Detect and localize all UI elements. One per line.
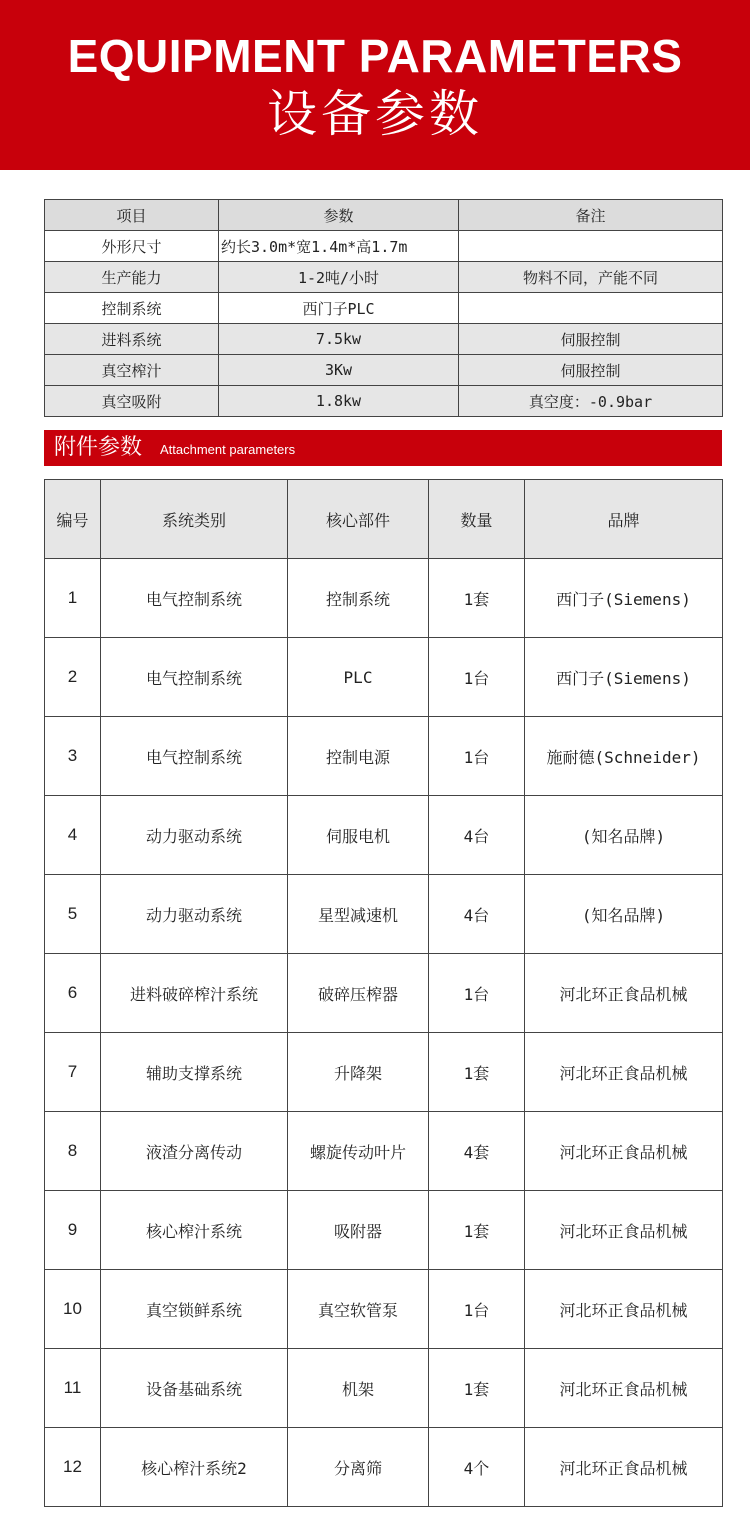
table-row (45, 1112, 723, 1191)
table-cell: 伺服控制 (459, 324, 723, 355)
table-cell: 2 (45, 638, 101, 717)
table-row (45, 1033, 723, 1112)
table-cell: 控制电源 (288, 717, 429, 796)
table-cell: 真空吸附 (45, 386, 219, 417)
table-row (45, 796, 723, 875)
header-cell: 编号 (45, 480, 101, 559)
table-cell: 1 (45, 559, 101, 638)
table-cell: 8 (45, 1112, 101, 1191)
table-cell: 液渣分离传动 (101, 1112, 288, 1191)
table-cell: 西门子(Siemens) (525, 638, 723, 717)
title-chinese: 设备参数 (267, 85, 483, 143)
table-cell: 1-2吨/小时 (219, 262, 459, 293)
table-row (45, 386, 723, 417)
table-cell: 西门子PLC (219, 293, 459, 324)
table-cell: 河北环正食品机械 (525, 954, 723, 1033)
table-cell: 河北环正食品机械 (525, 1191, 723, 1270)
header-cell: 备注 (459, 200, 723, 231)
table-row (45, 1191, 723, 1270)
table-header-row (45, 480, 723, 559)
table-row (45, 324, 723, 355)
table-cell: 真空锁鲜系统 (101, 1270, 288, 1349)
table-cell: 核心榨汁系统2 (101, 1428, 288, 1507)
table-cell: 分离筛 (288, 1428, 429, 1507)
table-cell: 河北环正食品机械 (525, 1033, 723, 1112)
table-cell: 约长3.0m*宽1.4m*高1.7m (219, 231, 459, 262)
table-cell: 4台 (429, 796, 525, 875)
table-cell: 1台 (429, 954, 525, 1033)
table-row (45, 875, 723, 954)
table-row (45, 231, 723, 262)
parameters-table (44, 199, 723, 417)
table-cell: 真空度：-0.9bar (459, 386, 723, 417)
table-cell: (知名品牌) (525, 796, 723, 875)
table-cell: 1套 (429, 1191, 525, 1270)
table-cell: 真空榨汁 (45, 355, 219, 386)
table-cell: 1.8kw (219, 386, 459, 417)
table-cell: 4 (45, 796, 101, 875)
table-cell: 物料不同，产能不同 (459, 262, 723, 293)
table-cell: 4个 (429, 1428, 525, 1507)
table-cell: 进料系统 (45, 324, 219, 355)
table-cell: 西门子(Siemens) (525, 559, 723, 638)
header-cell: 数量 (429, 480, 525, 559)
table-row (45, 293, 723, 324)
table-cell: 河北环正食品机械 (525, 1349, 723, 1428)
table-row (45, 559, 723, 638)
table-cell: 11 (45, 1349, 101, 1428)
table-cell (459, 293, 723, 324)
table-cell: 动力驱动系统 (101, 796, 288, 875)
table-cell: 河北环正食品机械 (525, 1428, 723, 1507)
table-cell (459, 231, 723, 262)
section-title-english: Attachment parameters (160, 442, 296, 457)
table-cell: 1台 (429, 1270, 525, 1349)
table-cell: 核心榨汁系统 (101, 1191, 288, 1270)
table-cell: 动力驱动系统 (101, 875, 288, 954)
table-cell: 电气控制系统 (101, 638, 288, 717)
table-row (45, 1428, 723, 1507)
table-cell: 外形尺寸 (45, 231, 219, 262)
title-banner (0, 0, 750, 170)
table-cell: 河北环正食品机械 (525, 1270, 723, 1349)
table-row (45, 355, 723, 386)
table-cell: 4台 (429, 875, 525, 954)
header-cell: 参数 (219, 200, 459, 231)
table-cell: 破碎压榨器 (288, 954, 429, 1033)
table-cell: 7 (45, 1033, 101, 1112)
table-cell: (知名品牌) (525, 875, 723, 954)
table-cell: 控制系统 (45, 293, 219, 324)
attachment-parts-table (44, 479, 723, 1507)
table-row (45, 954, 723, 1033)
section-header (44, 430, 722, 466)
parts-table-body (45, 559, 723, 1507)
table-cell: 5 (45, 875, 101, 954)
table-cell: 1套 (429, 559, 525, 638)
table-cell: 真空软管泵 (288, 1270, 429, 1349)
title-english: EQUIPMENT PARAMETERS (67, 30, 683, 82)
table-row (45, 1349, 723, 1428)
header-cell: 品牌 (525, 480, 723, 559)
table-cell: 1套 (429, 1033, 525, 1112)
table-cell: 电气控制系统 (101, 717, 288, 796)
table-cell: 进料破碎榨汁系统 (101, 954, 288, 1033)
table-cell: 伺服控制 (459, 355, 723, 386)
table-cell: 3 (45, 717, 101, 796)
header-cell: 系统类别 (101, 480, 288, 559)
table-cell: 4套 (429, 1112, 525, 1191)
table-cell: 辅助支撑系统 (101, 1033, 288, 1112)
table-cell: 电气控制系统 (101, 559, 288, 638)
table-cell: 星型减速机 (288, 875, 429, 954)
table-cell: 河北环正食品机械 (525, 1112, 723, 1191)
table-cell: 1台 (429, 638, 525, 717)
table-cell: 伺服电机 (288, 796, 429, 875)
header-cell: 核心部件 (288, 480, 429, 559)
table-cell: 10 (45, 1270, 101, 1349)
table-row (45, 638, 723, 717)
header-cell: 项目 (45, 200, 219, 231)
table-cell: 设备基础系统 (101, 1349, 288, 1428)
table-cell: 1台 (429, 717, 525, 796)
table-cell: 机架 (288, 1349, 429, 1428)
table-row (45, 717, 723, 796)
table-cell: 6 (45, 954, 101, 1033)
table-cell: 控制系统 (288, 559, 429, 638)
table-row (45, 1270, 723, 1349)
table-cell: 1套 (429, 1349, 525, 1428)
table-row (45, 262, 723, 293)
table-cell: 12 (45, 1428, 101, 1507)
table-cell: 螺旋传动叶片 (288, 1112, 429, 1191)
table-cell: 3Kw (219, 355, 459, 386)
table-header-row (45, 200, 723, 231)
table-cell: 7.5kw (219, 324, 459, 355)
table-cell: 吸附器 (288, 1191, 429, 1270)
table-cell: 生产能力 (45, 262, 219, 293)
section-title-chinese: 附件参数 (54, 435, 143, 460)
table-cell: 施耐德(Schneider) (525, 717, 723, 796)
table-cell: 9 (45, 1191, 101, 1270)
table-cell: 升降架 (288, 1033, 429, 1112)
table-cell: PLC (288, 638, 429, 717)
